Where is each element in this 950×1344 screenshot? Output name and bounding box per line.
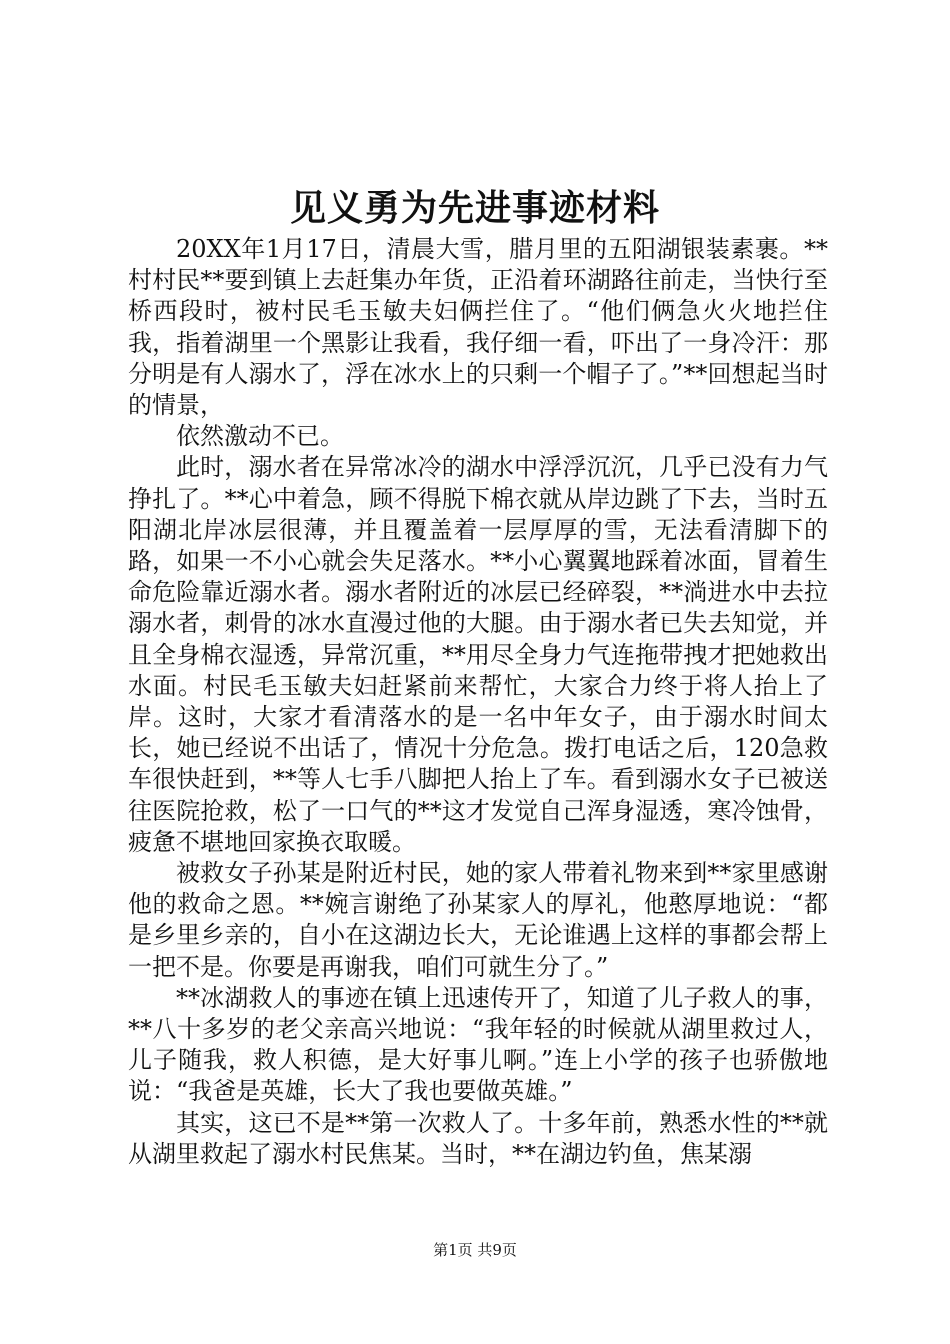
paragraph-5: **冰湖救人的事迹在镇上迅速传开了，知道了儿子救人的事，**八十多岁的老父亲高兴地说：“我年轻的时候就从湖里救过人，儿子随我，救人积德，是大好事儿啊。”连上小学的孩子也骄傲地说：“我爸是英雄，长大了我也要做英雄。” (128, 983, 828, 1106)
paragraph-6: 其实，这已不是**第一次救人了。十多年前，熟悉水性的**就从湖里救起了溺水村民焦某。当时，**在湖边钓鱼，焦某溺 (128, 1108, 828, 1168)
page-number-footer: 第1页 共9页 (433, 1241, 517, 1259)
document-title: 见义勇为先进事迹材料 (289, 187, 660, 229)
paragraph-4: 被救女子孙某是附近村民，她的家人带着礼物来到**家里感谢他的救命之恩。**婉言谢绝了孙某家人的厚礼，他憨厚地说：“都是乡里乡亲的，自小在这湖边长大，无论谁遇上这样的事都会帮上一把不是。你要是再谢我，咱们可就生分了。” (128, 859, 828, 981)
paragraph-2: 依然激动不已。 (176, 422, 344, 451)
paragraph-1: 20XX年1月17日，清晨大雪，腊月里的五阳湖银装素裹。**村村民**要到镇上去赶集办年货，正沿着环湖路往前走，当快行至桥西段时，被村民毛玉敏夫妇俩拦住了。“他们俩急火火地拦住我，指着湖里一个黑影让我看，我仔细一看，吓出了一身冷汗：那分明是有人溺水了，浮在冰水上的只剩一个帽子了。”**回想起当时的情景， (128, 235, 828, 420)
paragraph-3: 此时，溺水者在异常冰冷的湖水中浮浮沉沉，几乎已没有力气挣扎了。**心中着急，顾不得脱下棉衣就从岸边跳了下去，当时五阳湖北岸冰层很薄，并且覆盖着一层厚厚的雪，无法看清脚下的路，如果一不小心就会失足落水。**小心翼翼地踩着冰面，冒着生命危险靠近溺水者。溺水者附近的冰层已经碎裂，**淌进水中去拉溺水者，刺骨的冰水直漫过他的大腿。由于溺水者已失去知觉，并且全身棉衣湿透，异常沉重，**用尽全身力气连拖带拽才把她救出水面。村民毛玉敏夫妇赶紧前来帮忙，大家合力终于将人抬上了岸。这时，大家才看清落水的是一名中年女子，由于溺水时间太长，她已经说不出话了，情况十分危急。拨打电话之后，120急救车很快赶到，**等人七手八脚把人抬上了车。看到溺水女子已被送往医院抢救，松了一口气的**这才发觉自己浑身湿透，寒冷蚀骨，疲惫不堪地回家换衣取暖。 (128, 453, 828, 856)
document-body (128, 234, 828, 1170)
